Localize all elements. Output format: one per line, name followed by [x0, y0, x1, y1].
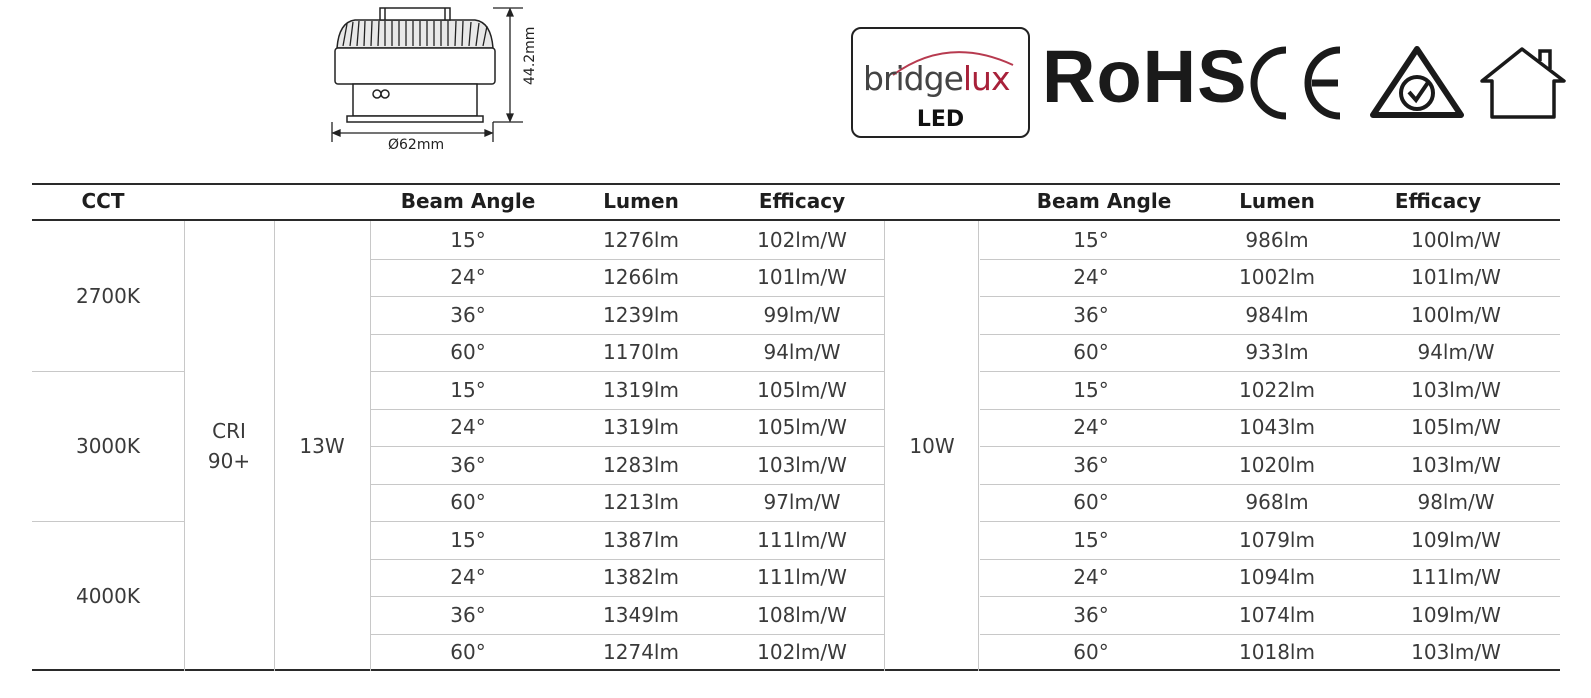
lumen-10w: 1043lm — [1239, 415, 1315, 440]
beam-angle-10w: 15° — [1073, 227, 1109, 252]
row-divider — [370, 521, 884, 522]
lumen-13w: 1266lm — [603, 265, 679, 290]
lumen-10w: 1074lm — [1239, 602, 1315, 627]
lumen-13w: 1382lm — [603, 565, 679, 590]
row-divider — [980, 596, 1560, 597]
efficacy-10w: 109lm/W — [1411, 527, 1501, 552]
header-cct: CCT — [81, 189, 125, 213]
beam-angle-10w: 60° — [1073, 340, 1109, 365]
rcm-mark-icon — [1369, 45, 1465, 121]
lumen-10w: 1079lm — [1239, 527, 1315, 552]
lumen-10w: 968lm — [1245, 490, 1309, 515]
beam-angle-13w: 24° — [450, 565, 486, 590]
efficacy-13w: 105lm/W — [757, 377, 847, 402]
efficacy-10w: 98lm/W — [1417, 490, 1495, 515]
beam-angle-10w: 15° — [1073, 377, 1109, 402]
height-label: 44.2mm — [522, 26, 538, 85]
efficacy-10w: 94lm/W — [1417, 340, 1495, 365]
row-divider — [980, 521, 1560, 522]
efficacy-10w: 100lm/W — [1411, 302, 1501, 327]
beam-angle-10w: 60° — [1073, 640, 1109, 665]
specification-table — [32, 183, 1560, 673]
row-divider — [370, 484, 884, 485]
group-divider — [32, 371, 184, 372]
efficacy-10w: 109lm/W — [1411, 602, 1501, 627]
beam-angle-10w: 24° — [1073, 415, 1109, 440]
lumen-13w: 1283lm — [603, 452, 679, 477]
row-divider — [370, 409, 884, 410]
lumen-13w: 1239lm — [603, 302, 679, 327]
lumen-13w: 1349lm — [603, 602, 679, 627]
efficacy-13w: 99lm/W — [763, 302, 841, 327]
bridgelux-led-logo — [851, 27, 1030, 138]
power-10w: 10W — [909, 434, 955, 458]
lumen-10w: 1018lm — [1239, 640, 1315, 665]
beam-angle-13w: 60° — [450, 340, 486, 365]
row-divider — [980, 259, 1560, 260]
lumen-10w: 933lm — [1245, 340, 1309, 365]
beam-angle-13w: 60° — [450, 490, 486, 515]
beam-angle-10w: 24° — [1073, 565, 1109, 590]
efficacy-13w: 103lm/W — [757, 452, 847, 477]
lumen-13w: 1213lm — [603, 490, 679, 515]
row-divider — [370, 259, 884, 260]
beam-angle-10w: 60° — [1073, 490, 1109, 515]
lumen-13w: 1319lm — [603, 415, 679, 440]
lamp-body — [335, 48, 495, 122]
efficacy-13w: 111lm/W — [757, 565, 847, 590]
lumen-13w: 1276lm — [603, 227, 679, 252]
bridgelux-wordmark: bridgelux — [863, 59, 1010, 98]
diameter-label: Ø62mm — [388, 137, 445, 153]
header-lumen-10w: Lumen — [1239, 189, 1315, 213]
row-divider — [980, 484, 1560, 485]
header-efficacy-13w: Efficacy — [758, 189, 846, 213]
column-divider — [370, 221, 371, 671]
cct-value: 4000K — [75, 584, 140, 608]
rohs-logo: RoHS — [1042, 35, 1248, 118]
beam-angle-13w: 15° — [450, 227, 486, 252]
ce-mark-icon — [1250, 44, 1350, 122]
header-lumen-13w: Lumen — [603, 189, 679, 213]
efficacy-10w: 111lm/W — [1411, 565, 1501, 590]
efficacy-13w: 97lm/W — [763, 490, 841, 515]
lumen-13w: 1319lm — [603, 377, 679, 402]
cct-value: 3000K — [75, 434, 140, 458]
row-divider — [980, 334, 1560, 335]
beam-angle-13w: 36° — [450, 602, 486, 627]
row-divider — [370, 334, 884, 335]
lumen-13w: 1170lm — [603, 340, 679, 365]
beam-angle-13w: 60° — [450, 640, 486, 665]
column-divider — [274, 221, 275, 671]
efficacy-10w: 103lm/W — [1411, 377, 1501, 402]
row-divider — [370, 559, 884, 560]
heatsink-fins — [337, 8, 493, 48]
beam-angle-10w: 36° — [1073, 302, 1109, 327]
beam-angle-10w: 24° — [1073, 265, 1109, 290]
header-beam-angle-10w: Beam Angle — [1036, 189, 1172, 213]
beam-angle-13w: 24° — [450, 415, 486, 440]
efficacy-13w: 102lm/W — [757, 227, 847, 252]
beam-angle-13w: 24° — [450, 265, 486, 290]
efficacy-10w: 105lm/W — [1411, 415, 1501, 440]
row-divider — [980, 559, 1560, 560]
lumen-10w: 986lm — [1245, 227, 1309, 252]
beam-angle-13w: 36° — [450, 302, 486, 327]
row-divider — [370, 371, 884, 372]
lumen-13w: 1387lm — [603, 527, 679, 552]
efficacy-13w: 102lm/W — [757, 640, 847, 665]
column-divider — [184, 221, 185, 671]
indoor-use-house-icon — [1478, 45, 1570, 121]
row-divider — [370, 634, 884, 635]
row-divider — [370, 296, 884, 297]
height-dimension — [493, 8, 523, 122]
row-divider — [980, 409, 1560, 410]
row-divider — [980, 634, 1560, 635]
lumen-10w: 1002lm — [1239, 265, 1315, 290]
beam-angle-13w: 15° — [450, 527, 486, 552]
efficacy-10w: 100lm/W — [1411, 227, 1501, 252]
beam-angle-13w: 15° — [450, 377, 486, 402]
beam-angle-10w: 36° — [1073, 602, 1109, 627]
beam-angle-10w: 36° — [1073, 452, 1109, 477]
row-divider — [370, 596, 884, 597]
efficacy-13w: 101lm/W — [757, 265, 847, 290]
header-efficacy-10w: Efficacy — [1394, 189, 1482, 213]
efficacy-10w: 103lm/W — [1411, 640, 1501, 665]
cct-value: 2700K — [75, 284, 140, 308]
efficacy-13w: 111lm/W — [757, 527, 847, 552]
column-divider — [884, 221, 885, 671]
lumen-10w: 1022lm — [1239, 377, 1315, 402]
efficacy-10w: 101lm/W — [1411, 265, 1501, 290]
column-divider — [978, 221, 979, 671]
efficacy-13w: 108lm/W — [757, 602, 847, 627]
row-divider — [980, 446, 1560, 447]
row-divider — [980, 371, 1560, 372]
efficacy-13w: 105lm/W — [757, 415, 847, 440]
efficacy-13w: 94lm/W — [763, 340, 841, 365]
lumen-10w: 984lm — [1245, 302, 1309, 327]
lumen-10w: 1094lm — [1239, 565, 1315, 590]
row-divider — [370, 446, 884, 447]
cri-value: CRI 90+ — [207, 419, 251, 473]
efficacy-10w: 103lm/W — [1411, 452, 1501, 477]
group-divider — [32, 521, 184, 522]
row-divider — [980, 296, 1560, 297]
header-beam-angle-13w: Beam Angle — [400, 189, 536, 213]
beam-angle-13w: 36° — [450, 452, 486, 477]
power-13w: 13W — [299, 434, 345, 458]
beam-angle-10w: 15° — [1073, 527, 1109, 552]
lumen-10w: 1020lm — [1239, 452, 1315, 477]
led-label: LED — [916, 107, 965, 132]
lumen-13w: 1274lm — [603, 640, 679, 665]
